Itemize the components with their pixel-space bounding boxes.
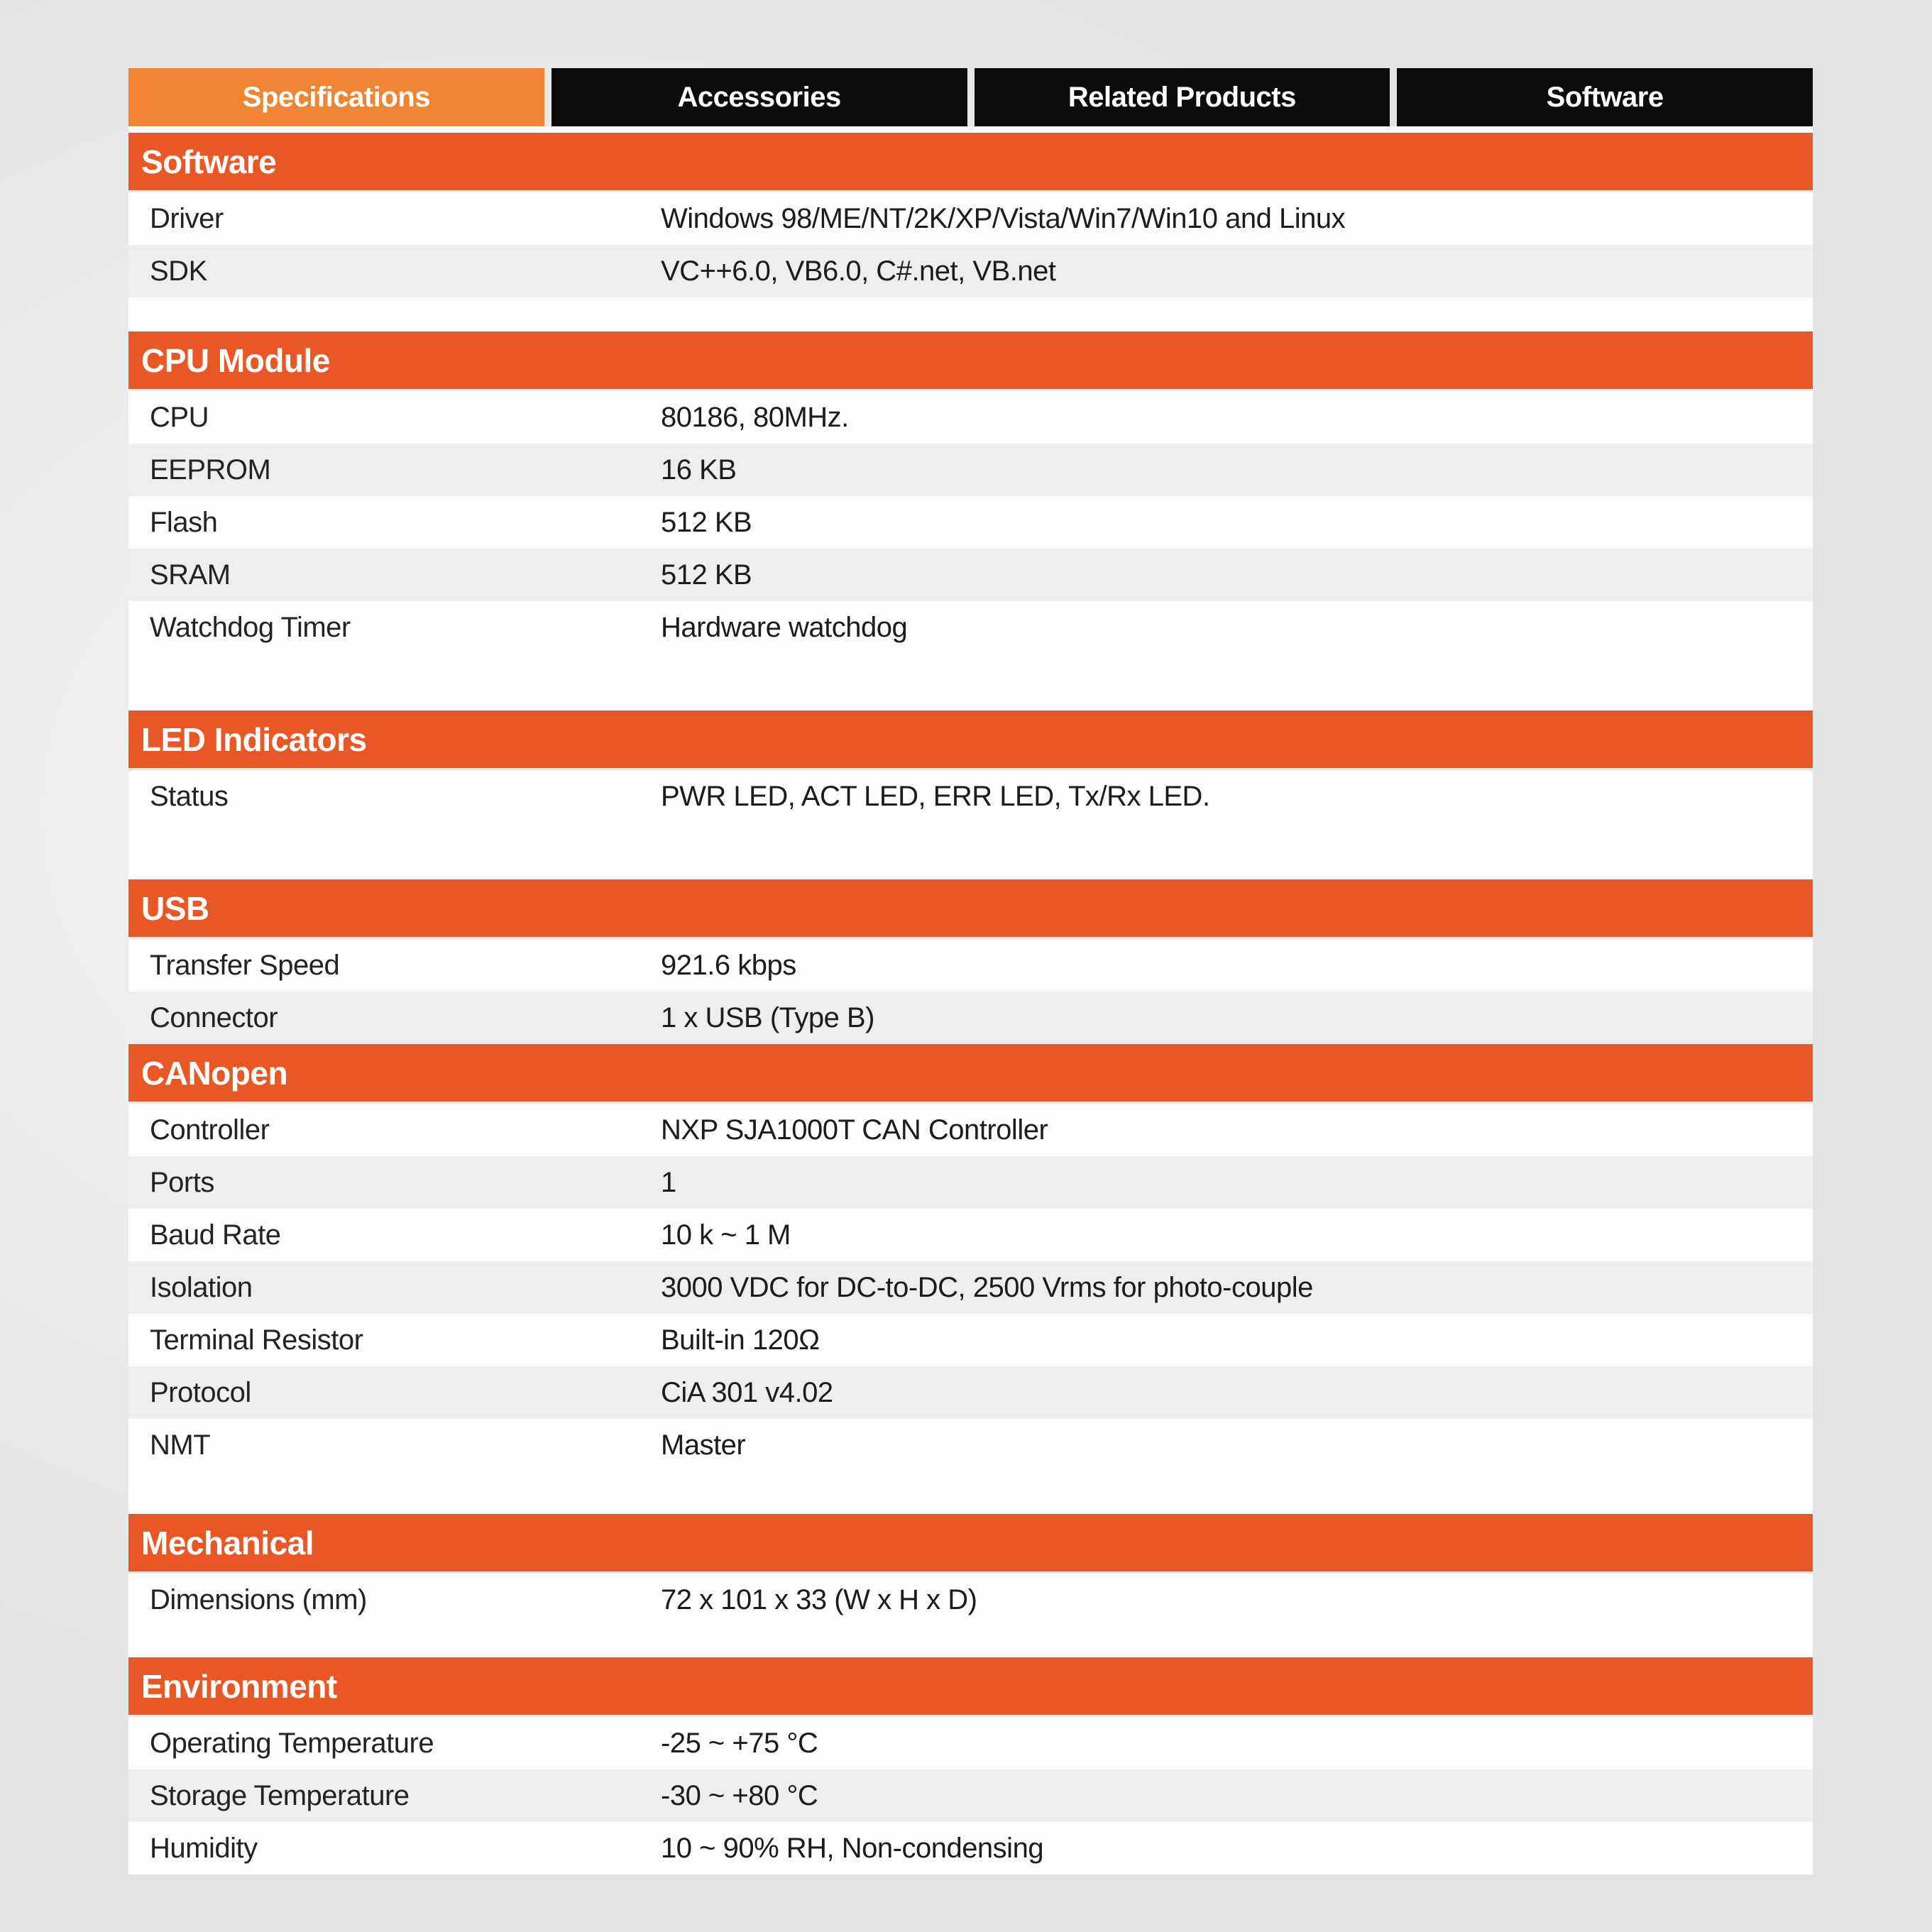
tab-specifications[interactable]: Specifications [128, 68, 544, 126]
tab-software[interactable]: Software [1397, 68, 1813, 126]
spec-row-connector [128, 992, 1813, 1044]
spec-row-isolation [128, 1261, 1813, 1314]
spec-row-humidity [128, 1822, 1813, 1875]
spec-row-transfer-speed [128, 939, 1813, 992]
section-rows-mechanical [128, 1574, 1813, 1626]
section-gap [128, 1626, 1813, 1657]
spec-row-protocol [128, 1366, 1813, 1419]
spec-value: 10 ~ 90% RH, Non-condensing [661, 1832, 1044, 1864]
spec-row-sdk [128, 245, 1813, 297]
spec-label: Transfer Speed [150, 949, 340, 981]
tab-accessories[interactable]: Accessories [551, 68, 967, 126]
spec-value: VC++6.0, VB6.0, C#.net, VB.net [661, 255, 1056, 287]
spec-label: SDK [150, 255, 207, 287]
spec-row-sram [128, 549, 1813, 601]
spec-label: Terminal Resistor [150, 1324, 363, 1356]
spec-label: Flash [150, 506, 218, 538]
section-header-mechanical: Mechanical [128, 1514, 1813, 1574]
spec-label: NMT [150, 1429, 211, 1461]
spec-value: Built-in 120Ω [661, 1324, 820, 1356]
tab-bar-underline [128, 126, 1813, 133]
spec-row-driver [128, 192, 1813, 245]
spec-value: 16 KB [661, 454, 737, 485]
spec-value: 512 KB [661, 506, 752, 538]
spec-label: Storage Temperature [150, 1779, 410, 1811]
spec-value: NXP SJA1000T CAN Controller [661, 1114, 1048, 1146]
spec-label: EEPROM [150, 454, 271, 485]
spec-row-operating-temperature [128, 1717, 1813, 1769]
spec-value: 1 [661, 1166, 676, 1198]
section-gap [128, 654, 1813, 710]
spec-label: Controller [150, 1114, 270, 1146]
spec-value: 10 k ~ 1 M [661, 1219, 791, 1251]
section-gap [128, 1471, 1813, 1514]
spec-label: Baud Rate [150, 1219, 281, 1251]
spec-row-dimensions [128, 1574, 1813, 1626]
spec-value: -30 ~ +80 °C [661, 1779, 818, 1811]
spec-row-flash [128, 496, 1813, 549]
spec-label: Ports [150, 1166, 214, 1198]
spec-row-ports [128, 1156, 1813, 1209]
spec-row-nmt [128, 1419, 1813, 1471]
spec-label: Watchdog Timer [150, 611, 351, 643]
tab-bar [128, 68, 1813, 126]
spec-label: Dimensions (mm) [150, 1584, 367, 1615]
section-rows-canopen [128, 1104, 1813, 1471]
section-header-led-indicators: LED Indicators [128, 710, 1813, 770]
section-rows-usb [128, 939, 1813, 1044]
section-rows-led-indicators [128, 770, 1813, 823]
spec-row-baud-rate [128, 1209, 1813, 1261]
spec-value: Hardware watchdog [661, 611, 908, 643]
spec-label: Humidity [150, 1832, 258, 1864]
spec-value: PWR LED, ACT LED, ERR LED, Tx/Rx LED. [661, 780, 1210, 812]
spec-row-eeprom [128, 444, 1813, 496]
section-gap [128, 297, 1813, 331]
spec-value: 72 x 101 x 33 (W x H x D) [661, 1584, 977, 1615]
spec-label: Driver [150, 202, 224, 234]
spec-row-terminal-resistor [128, 1314, 1813, 1366]
spec-label: Protocol [150, 1376, 251, 1408]
section-header-usb: USB [128, 879, 1813, 939]
section-header-environment: Environment [128, 1657, 1813, 1717]
spec-label: SRAM [150, 559, 231, 591]
spec-row-status [128, 770, 1813, 823]
spec-label: Operating Temperature [150, 1727, 434, 1759]
spec-value: Master [661, 1429, 746, 1461]
spec-value: 921.6 kbps [661, 949, 796, 981]
tab-related-products[interactable]: Related Products [975, 68, 1390, 126]
section-header-canopen: CANopen [128, 1044, 1813, 1104]
section-rows-environment [128, 1717, 1813, 1875]
spec-value: 512 KB [661, 559, 752, 591]
spec-row-controller [128, 1104, 1813, 1156]
section-rows-software [128, 192, 1813, 297]
spec-value: -25 ~ +75 °C [661, 1727, 818, 1759]
spec-value: 80186, 80MHz. [661, 401, 849, 433]
spec-value: Windows 98/ME/NT/2K/XP/Vista/Win7/Win10 and Linux [661, 202, 1346, 234]
spec-value: 1 x USB (Type B) [661, 1001, 874, 1033]
section-rows-cpu-module [128, 391, 1813, 654]
spec-value: CiA 301 v4.02 [661, 1376, 833, 1408]
spec-value: 3000 VDC for DC-to-DC, 2500 Vrms for photo-couple [661, 1271, 1313, 1303]
specifications-page [128, 68, 1813, 1875]
spec-label: Isolation [150, 1271, 253, 1303]
spec-row-storage-temperature [128, 1769, 1813, 1822]
spec-label: CPU [150, 401, 209, 433]
section-header-cpu-module: CPU Module [128, 331, 1813, 391]
spec-label: Connector [150, 1001, 278, 1033]
spec-label: Status [150, 780, 229, 812]
spec-row-cpu [128, 391, 1813, 444]
section-header-software: Software [128, 133, 1813, 192]
spec-row-watchdog-timer [128, 601, 1813, 654]
section-gap [128, 823, 1813, 879]
